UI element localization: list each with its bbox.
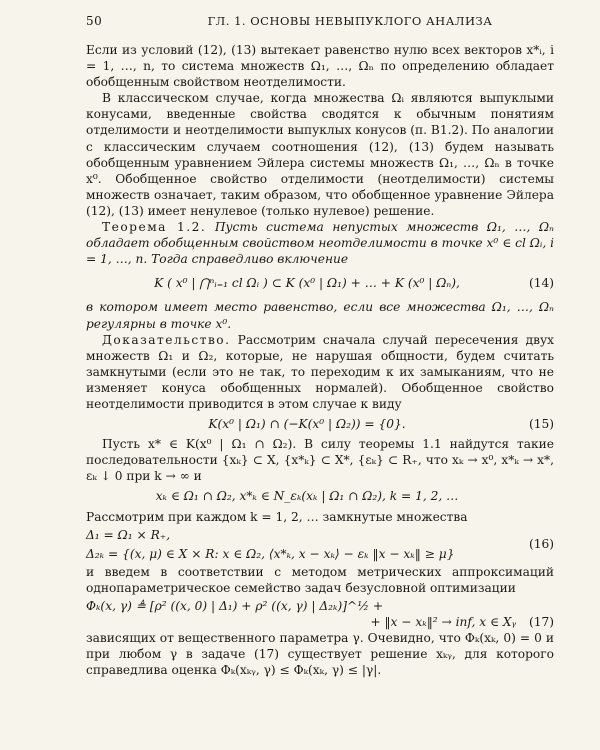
proof-text: Рассмотрим сначала случай пересечения двух множеств Ω₁ и Ω₂, которые, не нарушая общности, будем считать замкнутыми (если это не так, то переходим к их замыканиям, что не изменяет конуса обобщенных нормалей). Обобщенное свойство неотделимости приводится в этом случае к виду (86, 332, 554, 411)
sequence-condition-expression: xₖ ∈ Ω₁ ∩ Ω₂, x*ₖ ∈ N_εₖ(xₖ | Ω₁ ∩ Ω₂), k = 1, 2, … (155, 489, 459, 504)
theorem-label: Теорема 1.2. (102, 220, 207, 235)
page-number: 50 (86, 14, 103, 28)
sequence-condition (86, 484, 554, 508)
paragraph-separation-definition: Если из условий (12), (13) вытекает равенство нулю всех векторов x*ᵢ, i = 1, …, n, то система множеств Ω₁, …, Ωₙ по определению обладает обобщенным свойством неотделимости. (86, 43, 554, 90)
paragraph-metric-approximations: и введем в соответствии с методом метрических аппроксимаций однопараметрическое семейство задач безусловной оптимизации (86, 564, 554, 595)
running-header (86, 14, 554, 28)
equation-16-number: (16) (528, 537, 554, 552)
equation-17-line-1: Φₖ(x, γ) ≜ [ρ² ((x, 0) | Δ₁) + ρ² ((x, γ) | Δ₂ₖ)]^½ + (86, 599, 384, 613)
equation-15-expression: K(x⁰ | Ω₁) ∩ (−K(x⁰ | Ω₂)) = {0}. (208, 417, 406, 432)
running-title: ГЛ. 1. ОСНОВЫ НЕВЫПУКЛОГО АНАЛИЗА (207, 14, 493, 28)
equation-16-line-2: Δ₂ₖ = {(x, μ) ∈ X × R: x ∈ Ω₂, ⟨x*ₖ, x − xₖ⟩ − εₖ ‖x − xₖ‖ ≥ μ} (86, 546, 455, 561)
theorem-equality-condition: в котором имеет место равенство, если все множества Ω₁, …, Ωₙ регулярны в точке x⁰. (86, 300, 554, 331)
equation-15-number: (15) (528, 417, 554, 432)
paragraph-sequences: Пусть x* ∈ K(x⁰ | Ω₁ ∩ Ω₂). В силу теоремы 1.1 найдутся такие последовательности {xₖ} ⊂ X, {x*ₖ} ⊂ X*, {εₖ} ⊂ R₊, что xₖ → x⁰, x*ₖ → x*, εₖ ↓ 0 при k → ∞ и (86, 437, 554, 484)
equation-16-line-1: Δ₁ = Ω₁ × R₊, (86, 527, 171, 542)
theorem-statement: Пусть система непустых множеств Ω₁, …, Ωₙ обладает обобщенным свойством неотделимости в точке x⁰ ∈ cl Ωᵢ, i = 1, …, n. Тогда справедливо включение (86, 220, 554, 267)
proof-paragraph (86, 332, 554, 412)
equation-16 (86, 525, 554, 564)
equation-14 (86, 267, 554, 299)
equation-17-number: (17) (528, 615, 554, 630)
paragraph-closed-sets: Рассмотрим при каждом k = 1, 2, … замкнутые множества (86, 509, 468, 524)
proof-label: Доказательство. (102, 332, 231, 347)
paragraph-parameter-gamma: зависящих от вещественного параметра γ. Очевидно, что Φₖ(xₖ, 0) = 0 и при любом γ в задаче (17) существует решение xₖᵧ, для которого справедлива оценка Φₖ(xₖᵧ, γ) ≤ Φₖ(xₖ, γ) ≤ |γ|. (86, 631, 554, 678)
theorem-1-2 (86, 219, 554, 267)
paragraph-classical-case: В классическом случае, когда множества Ωᵢ являются выпуклыми конусами, введенные свойства сводятся к обычным понятиям отделимости и неотделимости выпуклых конусов (п. В1.2). По аналогии с классическим случаем соотношения (12), (13) будем называть обобщенным уравнением Эйлера системы множеств Ω₁, …, Ωₙ в точке x⁰. Обобщенное свойство отделимости (неотделимости) системы множеств означает, таким образом, что обобщенное уравнение Эйлера (12), (13) имеет ненулевое (только нулевое) решение. (86, 91, 554, 218)
equation-14-number: (14) (528, 276, 554, 291)
equation-14-expression: K ( x⁰ | ⋂ⁿᵢ₌₁ cl Ωᵢ ) ⊂ K (x⁰ | Ω₁) + … + K (x⁰ | Ωₙ), (154, 276, 460, 291)
equation-17 (86, 596, 554, 630)
page-body (86, 42, 554, 678)
equation-17-line-2: + ‖x − xₖ‖² → inf, x ∈ Xᵧ (370, 615, 517, 630)
equation-15 (86, 412, 554, 436)
